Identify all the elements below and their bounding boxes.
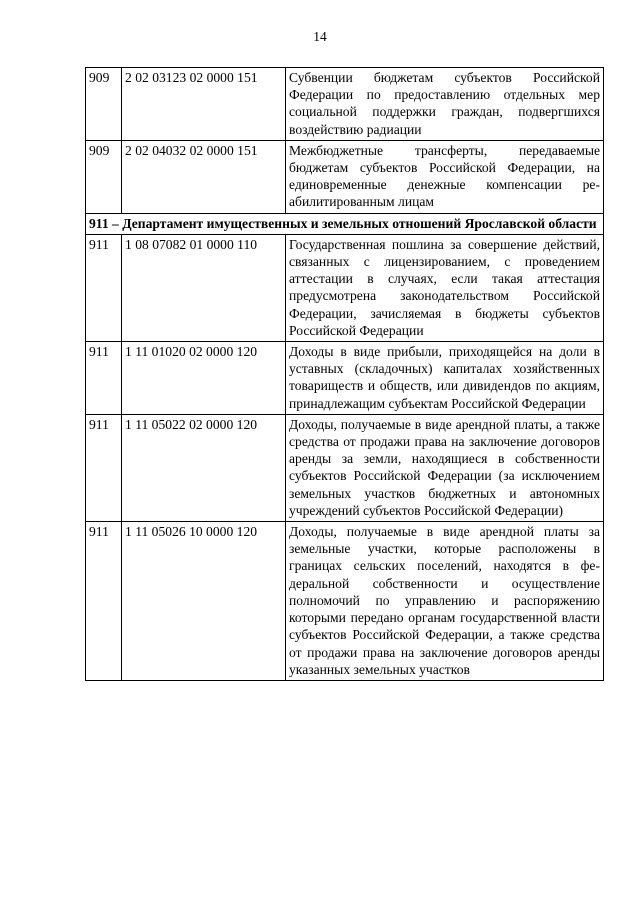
classification-code: 2 02 04032 02 0000 151 — [122, 140, 286, 213]
income-description: Государственная пошлина за совершение действий, связанных с лицензированием, с проведением аттестации в случаях, если такая аттестация предусмотрена законодательством Российской Федерации, зачисляемая в бюджеты субъектов Российской Федерации — [286, 234, 604, 341]
admin-code: 911 — [86, 234, 122, 341]
income-description: Межбюджетные трансферты, передаваемые бюджетам субъектов Российской Федерации, на единовременные денежные компенсации реабилитированным лицам — [286, 140, 604, 213]
section-title: 911 – Департамент имущественных и земельных отношений Ярославской области — [86, 213, 604, 234]
table-row — [86, 140, 604, 213]
classification-code: 1 08 07082 01 0000 110 — [122, 234, 286, 341]
section-header-row — [86, 213, 604, 234]
table-row — [86, 234, 604, 341]
admin-code: 911 — [86, 342, 122, 415]
income-description: Доходы в виде прибыли, приходящейся на доли в уставных (складочных) капиталах хозяйственных товариществ и обществ, или дивидендов по акциям, принадлежащим субъектам Российской Федерации — [286, 342, 604, 415]
income-description: Субвенции бюджетам субъектов Российской Федерации по предоставлению отдельных мер социальной поддержки граждан, подвергшихся воздействию радиации — [286, 68, 604, 141]
table-row — [86, 68, 604, 141]
table-row — [86, 522, 604, 681]
classification-code: 1 11 05022 02 0000 120 — [122, 414, 286, 521]
classification-code: 1 11 05026 10 0000 120 — [122, 522, 286, 681]
table-row — [86, 342, 604, 415]
budget-codes-table — [85, 67, 604, 681]
income-description: Доходы, получаемые в виде арендной платы, а также средства от продажи права на заключение договоров аренды за земли, находящиеся в собственности субъектов Российской Федерации (за исключением земельных участков бюджетных и автономных учреждений субъектов Российской Федерации) — [286, 414, 604, 521]
page-number: 14 — [313, 29, 327, 44]
admin-code: 911 — [86, 522, 122, 681]
table-row — [86, 414, 604, 521]
classification-code: 2 02 03123 02 0000 151 — [122, 68, 286, 141]
admin-code: 909 — [86, 140, 122, 213]
admin-code: 911 — [86, 414, 122, 521]
classification-code: 1 11 01020 02 0000 120 — [122, 342, 286, 415]
income-description: Доходы, получаемые в виде арендной платы за земельные участки, которые расположены в границах сельских поселений, находятся в федеральной собственности и осуществление полномочий по управлению и распоряжению которыми передано органам государственной власти субъектов Российской Федерации, а также средства от продажи права на заключение договоров аренды указанных земельных участков — [286, 522, 604, 681]
admin-code: 909 — [86, 68, 122, 141]
